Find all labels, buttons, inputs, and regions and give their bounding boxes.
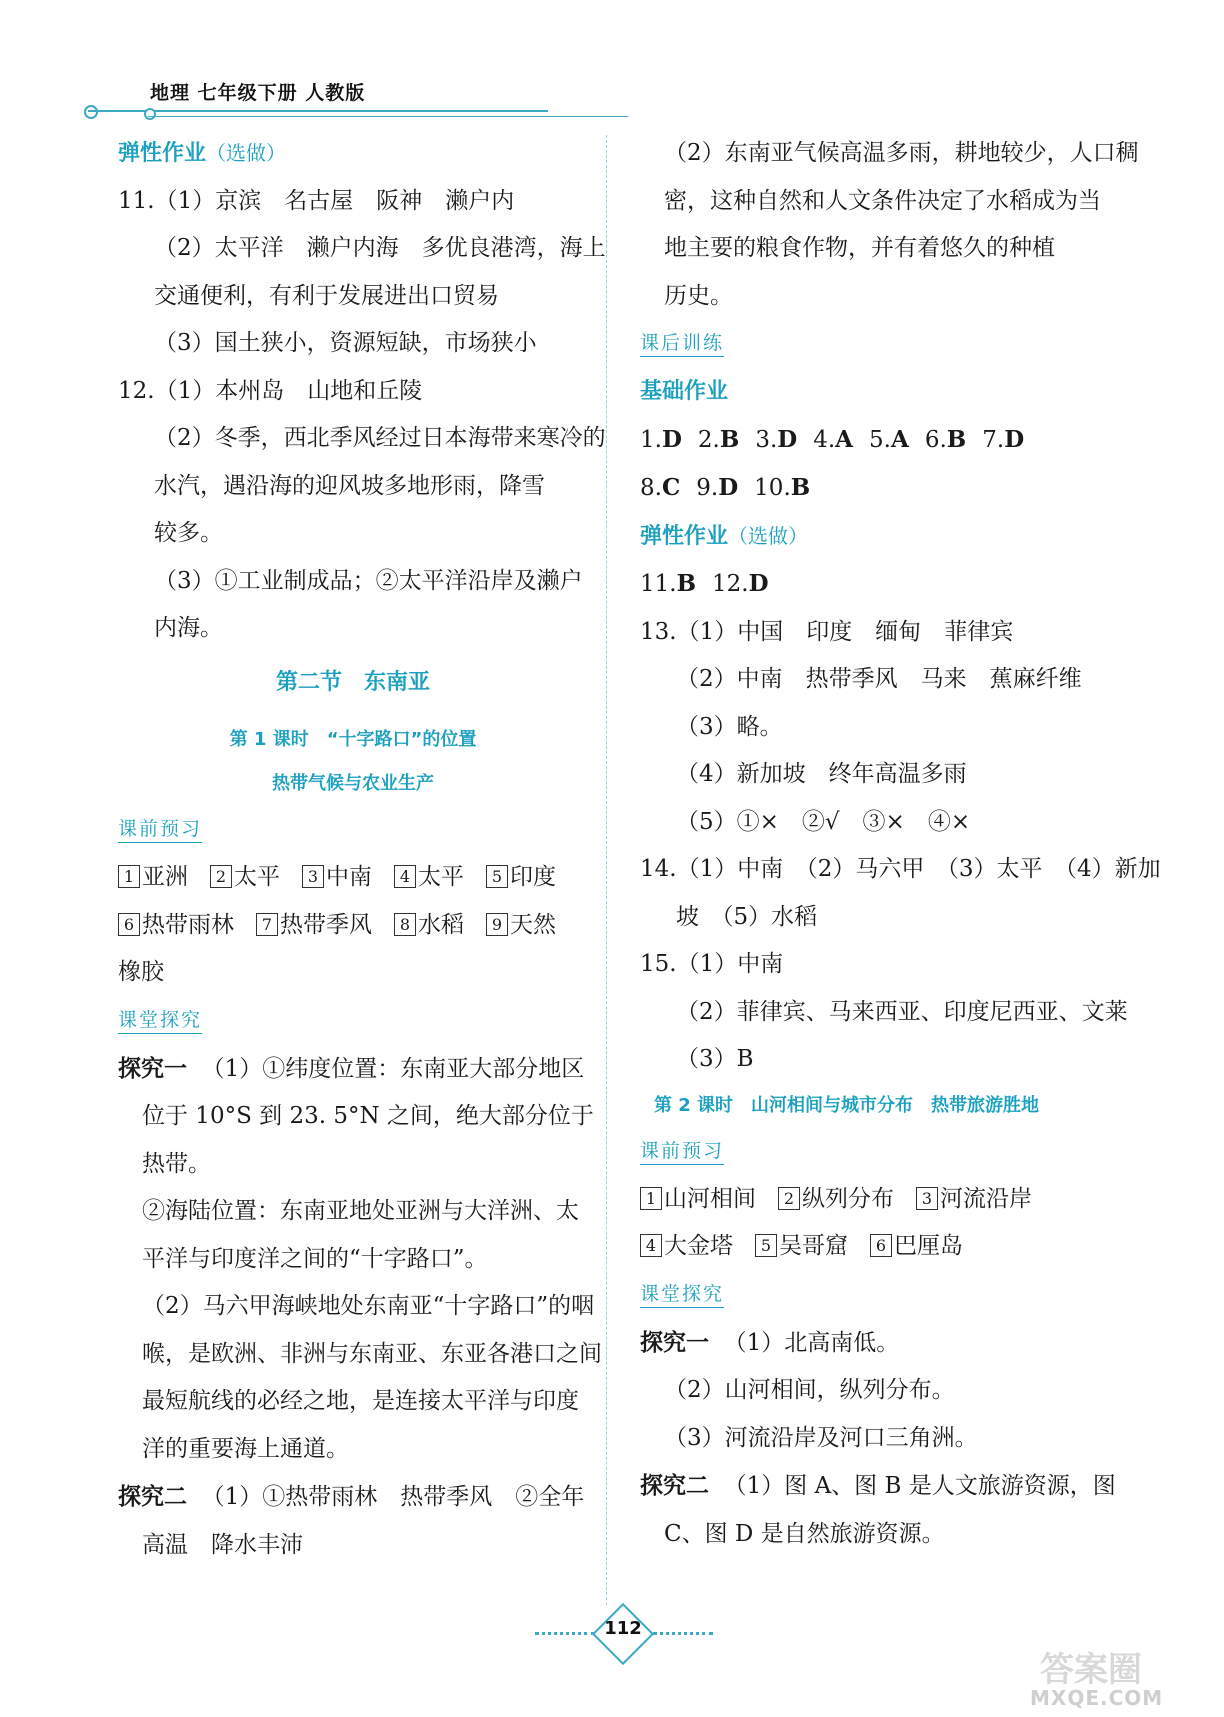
preview-item (394, 912, 464, 938)
footer-dotted-rule-left (535, 1632, 595, 1635)
header-ornament-circle (84, 105, 98, 119)
optional-note: （选做） (206, 141, 287, 165)
section-title: 第二节 东南亚 (275, 669, 430, 695)
answer-line: 位于 10°S 到 23. 5°N 之间，绝大部分位于 (142, 1103, 594, 1129)
number-box: 5 (486, 865, 508, 888)
explore-label: 探究一 (640, 1328, 709, 1356)
answer-line: （2）山河相间，纵列分布。 (664, 1377, 955, 1403)
choice-answer: 4.A (813, 425, 854, 453)
explore-line (118, 1045, 588, 1094)
explore-line (118, 1473, 588, 1522)
explore-label: 探究二 (118, 1483, 187, 1510)
preview-text: 太平 (234, 864, 280, 890)
preview-item (302, 864, 372, 890)
choice-answer: 7.D (982, 425, 1025, 453)
answer-line: 11.（1）京滨 名古屋 阪神 濑户内 (118, 187, 515, 214)
answer-line: ②海陆位置：东南亚地处亚洲与大洋洲、太 (142, 1198, 579, 1224)
choice-answer: 6.B (924, 425, 967, 453)
preview-item (640, 1233, 733, 1259)
choice-answers-row (640, 464, 1120, 513)
number-box: 2 (778, 1187, 800, 1210)
answer-line: （2）菲律宾、马来西亚、印度尼西亚、文莱 (676, 998, 1128, 1025)
choice-answer: 10.B (754, 474, 811, 501)
number-box: 3 (916, 1187, 938, 1210)
choice-answer: 1.D (640, 425, 682, 453)
preview-text: 印度 (510, 864, 556, 890)
page-footer (535, 1608, 715, 1658)
preview-text: 吴哥窟 (779, 1233, 848, 1259)
answer-line: 较多。 (154, 520, 223, 546)
answer-line: 密，这种自然和人文条件决定了水稻成为当 (664, 187, 1101, 214)
explore-text: （1）图 A、图 B 是人文旅游资源，图 (723, 1473, 1116, 1499)
header-title: 地理 七年级下册 人教版 (150, 82, 366, 104)
number-box: 1 (118, 865, 140, 888)
category-heading (640, 513, 1120, 561)
answer-line: 12.（1）本州岛 山地和丘陵 (118, 377, 423, 404)
section-tab-after-class: 课后训练 (640, 330, 724, 357)
choice-answer: 11.B (640, 570, 697, 597)
answer-line: （3）国土狭小，资源短缺，市场狭小 (154, 330, 537, 356)
number-box: 2 (210, 865, 232, 888)
preview-item (394, 864, 464, 890)
answer-line: （3）河流沿岸及河口三角洲。 (664, 1424, 978, 1451)
answer-line: （3）略。 (676, 713, 783, 740)
preview-row (118, 854, 588, 902)
answer-line: （5）①× ②√ ③× ④× (676, 808, 971, 835)
section-tab-preview: 课前预习 (640, 1138, 724, 1165)
section-tab-preview: 课前预习 (118, 816, 202, 843)
number-box: 9 (486, 913, 508, 936)
answer-line: 高温 降水丰沛 (142, 1531, 303, 1558)
answer-line: （3）B (676, 1046, 754, 1072)
answer-line: （2）马六甲海峡地处东南亚“十字路口”的咽 (142, 1293, 595, 1319)
preview-text: 大金塔 (664, 1233, 733, 1259)
category-heading (118, 130, 588, 178)
lesson-title: 第 2 课时 山河相间与城市分布 热带旅游胜地 (654, 1094, 1040, 1116)
answer-line: 内海。 (154, 615, 223, 641)
number-box: 6 (118, 913, 140, 936)
choice-answers-row (640, 416, 1120, 465)
left-column (118, 130, 606, 1569)
category-label: 弹性作业 (640, 523, 729, 549)
choice-answer: 5.A (869, 425, 909, 453)
preview-text: 山河相间 (664, 1185, 756, 1212)
answer-line: 坡 （5）水稻 (676, 903, 818, 930)
preview-text: 热带雨林 (142, 911, 234, 938)
explore-text: （1）北高南低。 (723, 1329, 900, 1356)
answer-line: 15.（1）中南 (640, 951, 784, 977)
explore-text: （1）①纬度位置：东南亚大部分地区 (201, 1055, 585, 1082)
answer-line: 交通便利，有利于发展进出口贸易 (154, 282, 499, 309)
preview-item (486, 912, 556, 938)
number-box: 3 (302, 865, 324, 888)
explore-label: 探究一 (118, 1054, 187, 1082)
answer-line: （2）东南亚气候高温多雨，耕地较少，人口稠 (664, 140, 1139, 166)
footer-dotted-rule-right (653, 1632, 713, 1635)
preview-item (256, 912, 372, 938)
right-column (640, 130, 1161, 1558)
preview-item (118, 864, 188, 890)
preview-row (640, 1223, 1120, 1271)
preview-text: 河流沿岸 (940, 1185, 1032, 1212)
column-divider (606, 135, 607, 1605)
explore-line (640, 1319, 1120, 1368)
preview-row (640, 1176, 1120, 1224)
preview-item (778, 1186, 894, 1212)
preview-item (870, 1233, 963, 1259)
choice-answer: 9.D (696, 474, 739, 501)
preview-item (755, 1233, 848, 1259)
preview-item (118, 912, 234, 938)
choice-answer: 12.D (712, 570, 769, 597)
preview-text: 纵列分布 (802, 1185, 894, 1212)
answer-line: 13.（1）中国 印度 缅甸 菲律宾 (640, 618, 1014, 645)
preview-item (916, 1186, 1032, 1212)
page-number: 112 (604, 1618, 642, 1639)
section-tab-explore: 课堂探究 (118, 1007, 202, 1034)
preview-item (210, 864, 280, 890)
lesson-title: 第 1 课时 “十字路口”的位置 (229, 729, 477, 750)
preview-item (486, 864, 556, 890)
answer-line: （4）新加坡 终年高温多雨 (676, 761, 967, 787)
category-heading-basic: 基础作业 (640, 379, 729, 404)
preview-row (118, 902, 588, 950)
optional-note: （选做） (728, 523, 809, 548)
header-rule (88, 110, 548, 112)
preview-text: 热带季风 (280, 911, 372, 938)
running-header (88, 78, 548, 124)
watermark-logo: 答案圈 (1040, 1650, 1142, 1690)
number-box: 1 (640, 1187, 662, 1210)
answer-line: 水汽，遇沿海的迎风坡多地形雨，降雪 (154, 472, 545, 499)
answer-line: 历史。 (664, 282, 733, 309)
explore-label: 探究二 (640, 1472, 709, 1499)
explore-text: （1）①热带雨林 热带季风 ②全年 (201, 1484, 585, 1510)
preview-text: 水稻 (418, 911, 464, 938)
choice-answers-row (640, 560, 1120, 609)
answer-line: （3）①工业制成品；②太平洋沿岸及濑户 (154, 567, 583, 594)
category-label: 弹性作业 (118, 141, 207, 166)
choice-answer: 8.C (640, 474, 681, 501)
number-box: 7 (256, 913, 278, 936)
answer-line: 热带。 (142, 1150, 211, 1177)
answer-line: 平洋与印度洋之间的“十字路口”。 (142, 1245, 488, 1272)
answer-line: 地主要的粮食作物，并有着悠久的种植 (664, 235, 1055, 261)
preview-row-tail: 橡胶 (118, 959, 164, 985)
lesson-subtitle: 热带气候与农业生产 (272, 773, 434, 794)
answer-line: 14.（1）中南 （2）马六甲 （3）太平 （4）新加 (640, 856, 1161, 882)
number-box: 8 (394, 913, 416, 936)
number-box: 4 (394, 865, 416, 888)
answer-line: 最短航线的必经之地，是连接太平洋与印度 (142, 1388, 579, 1414)
explore-line (640, 1462, 1120, 1511)
preview-text: 巴厘岛 (894, 1233, 963, 1259)
answer-line: （2）冬季，西北季风经过日本海带来寒冷的 (154, 425, 606, 451)
number-box: 6 (870, 1234, 892, 1257)
preview-text: 天然 (510, 911, 556, 938)
choice-answer: 2.B (697, 425, 740, 453)
header-rule-thin (148, 116, 628, 117)
preview-text: 中南 (326, 864, 372, 890)
answer-line: （2）中南 热带季风 马来 蕉麻纤维 (676, 666, 1082, 692)
preview-text: 太平 (418, 864, 464, 890)
section-tab-explore: 课堂探究 (640, 1281, 724, 1308)
answer-line: （2）太平洋 濑户内海 多优良港湾，海上 (154, 235, 606, 261)
preview-item (640, 1186, 756, 1212)
number-box: 5 (755, 1234, 777, 1257)
answer-line: 喉，是欧洲、非洲与东南亚、东亚各港口之间 (142, 1340, 602, 1367)
answer-line: C、图 D 是自然旅游资源。 (664, 1520, 945, 1547)
watermark-url: MXQE.COM (1030, 1686, 1164, 1710)
preview-text: 亚洲 (142, 864, 188, 890)
header-ornament-circle-small (144, 108, 156, 120)
choice-answer: 3.D (755, 425, 798, 453)
number-box: 4 (640, 1234, 662, 1257)
answer-line: 洋的重要海上通道。 (142, 1435, 349, 1462)
